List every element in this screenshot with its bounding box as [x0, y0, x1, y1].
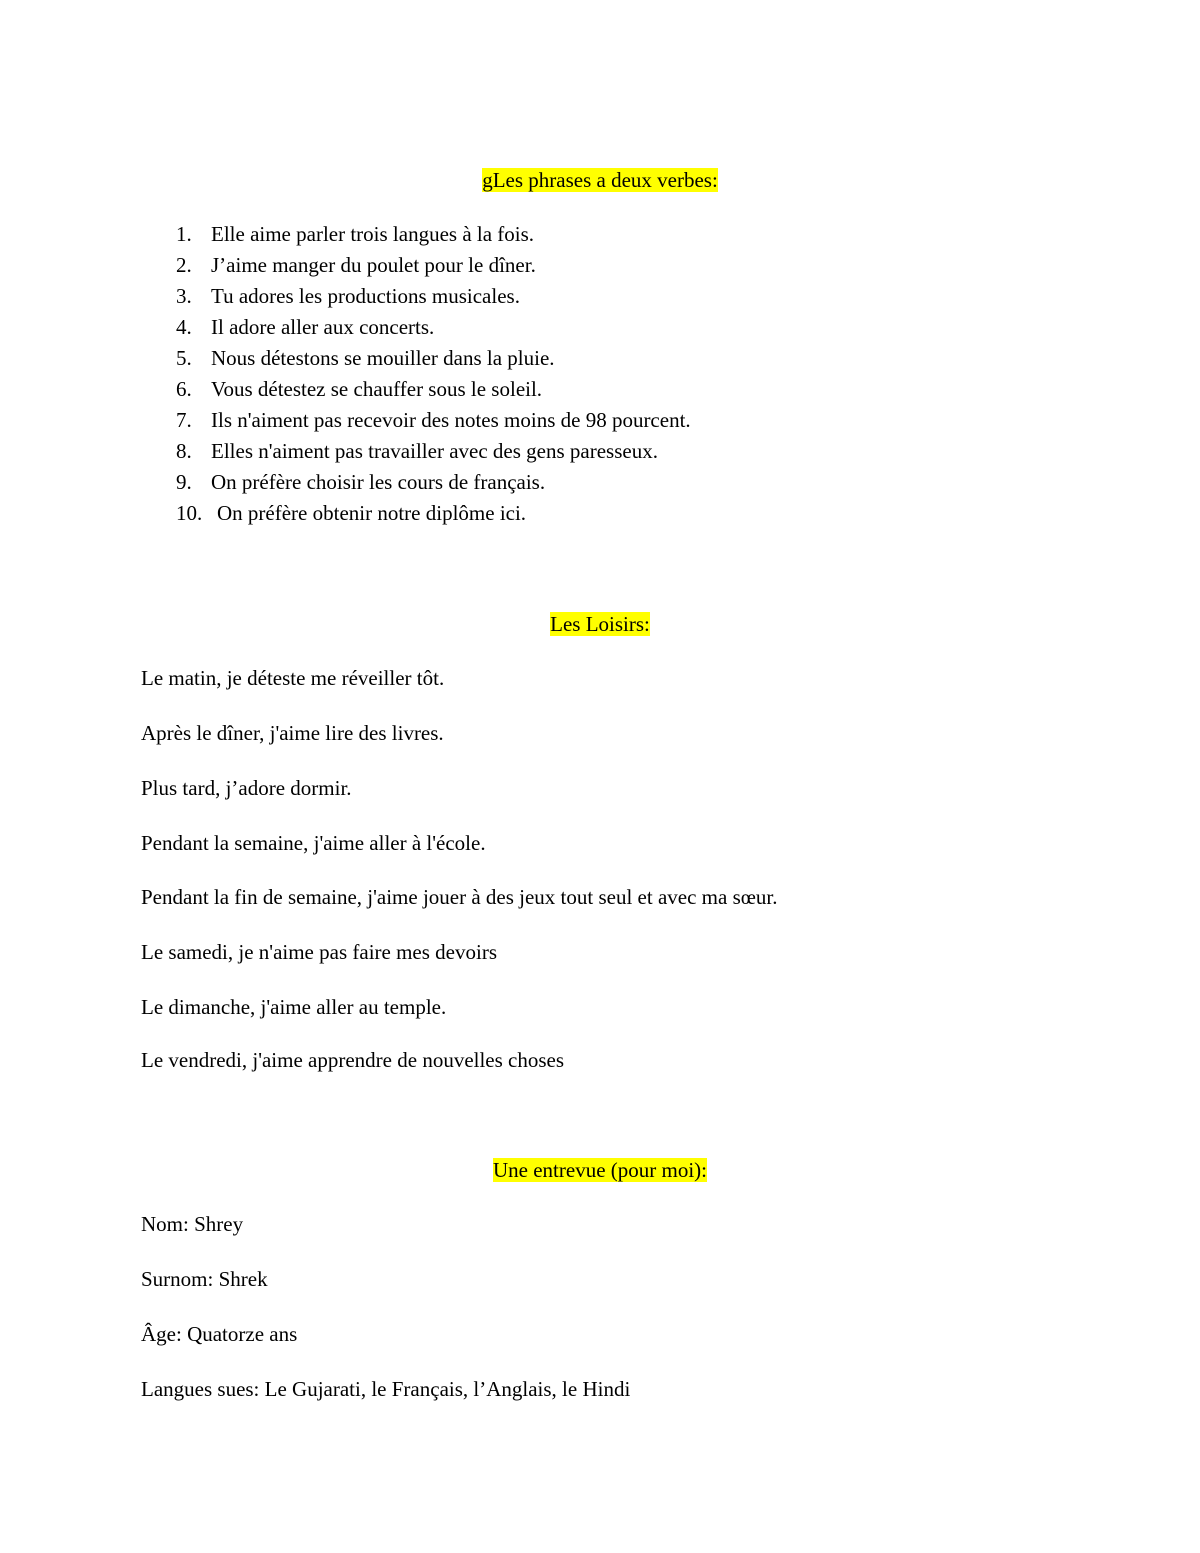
list-item-number: 8.	[176, 439, 192, 463]
list-item-number: 2.	[176, 253, 192, 277]
list-item-number: 10.	[176, 501, 203, 525]
list-item	[176, 345, 691, 376]
list-item-text: Elle aime parler trois langues à la fois.	[211, 222, 535, 246]
list-item	[176, 407, 691, 438]
list-item	[176, 252, 691, 283]
list-item	[176, 221, 691, 252]
loisirs-paragraph: Après le dîner, j'aime lire des livres.	[141, 721, 444, 745]
loisirs-heading	[0, 611, 1200, 637]
list-item-number: 4.	[176, 315, 192, 339]
list-item-number: 1.	[176, 222, 192, 246]
list-item	[176, 376, 691, 407]
list-item-text: On préfère obtenir notre diplôme ici.	[217, 501, 527, 525]
list-item	[176, 500, 691, 531]
loisirs-paragraph: Plus tard, j’adore dormir.	[141, 776, 352, 800]
loisirs-paragraph: Pendant la fin de semaine, j'aime jouer à des jeux tout seul et avec ma sœur.	[141, 885, 778, 909]
list-item-number: 5.	[176, 346, 192, 370]
list-item-text: Vous détestez se chauffer sous le soleil.	[211, 377, 543, 401]
loisirs-paragraph: Le vendredi, j'aime apprendre de nouvelles choses	[141, 1048, 565, 1072]
list-item-text: Nous détestons se mouiller dans la pluie.	[211, 346, 555, 370]
loisirs-paragraph: Le matin, je déteste me réveiller tôt.	[141, 666, 445, 690]
list-item-number: 3.	[176, 284, 192, 308]
entrevue-field-nom: Nom: Shrey	[141, 1212, 244, 1236]
list-item-number: 7.	[176, 408, 192, 432]
phrases-heading	[0, 167, 1200, 193]
list-item-text: Elles n'aiment pas travailler avec des gens paresseux.	[211, 439, 658, 463]
phrases-list	[176, 221, 691, 531]
list-item	[176, 469, 691, 500]
entrevue-field-age: Âge: Quatorze ans	[141, 1322, 298, 1346]
list-item	[176, 314, 691, 345]
loisirs-paragraph: Le dimanche, j'aime aller au temple.	[141, 995, 447, 1019]
list-item-text: Ils n'aiment pas recevoir des notes moins de 98 pourcent.	[211, 408, 691, 432]
list-item-text: On préfère choisir les cours de français.	[211, 470, 546, 494]
loisirs-paragraph: Le samedi, je n'aime pas faire mes devoirs	[141, 940, 497, 964]
entrevue-heading-text: Une entrevue (pour moi):	[492, 1158, 707, 1182]
list-item-number: 6.	[176, 377, 192, 401]
list-item-text: Tu adores les productions musicales.	[211, 284, 520, 308]
list-item	[176, 438, 691, 469]
list-item-number: 9.	[176, 470, 192, 494]
list-item	[176, 283, 691, 314]
loisirs-heading-text: Les Loisirs:	[550, 612, 650, 636]
loisirs-paragraph: Pendant la semaine, j'aime aller à l'école.	[141, 831, 486, 855]
entrevue-field-surnom: Surnom: Shrek	[141, 1267, 268, 1291]
phrases-heading-text: gLes phrases a deux verbes:	[482, 168, 718, 192]
entrevue-field-langues: Langues sues: Le Gujarati, le Français, l’Anglais, le Hindi	[141, 1377, 631, 1401]
list-item-text: Il adore aller aux concerts.	[211, 315, 435, 339]
list-item-text: J’aime manger du poulet pour le dîner.	[211, 253, 536, 277]
entrevue-heading	[0, 1157, 1200, 1183]
